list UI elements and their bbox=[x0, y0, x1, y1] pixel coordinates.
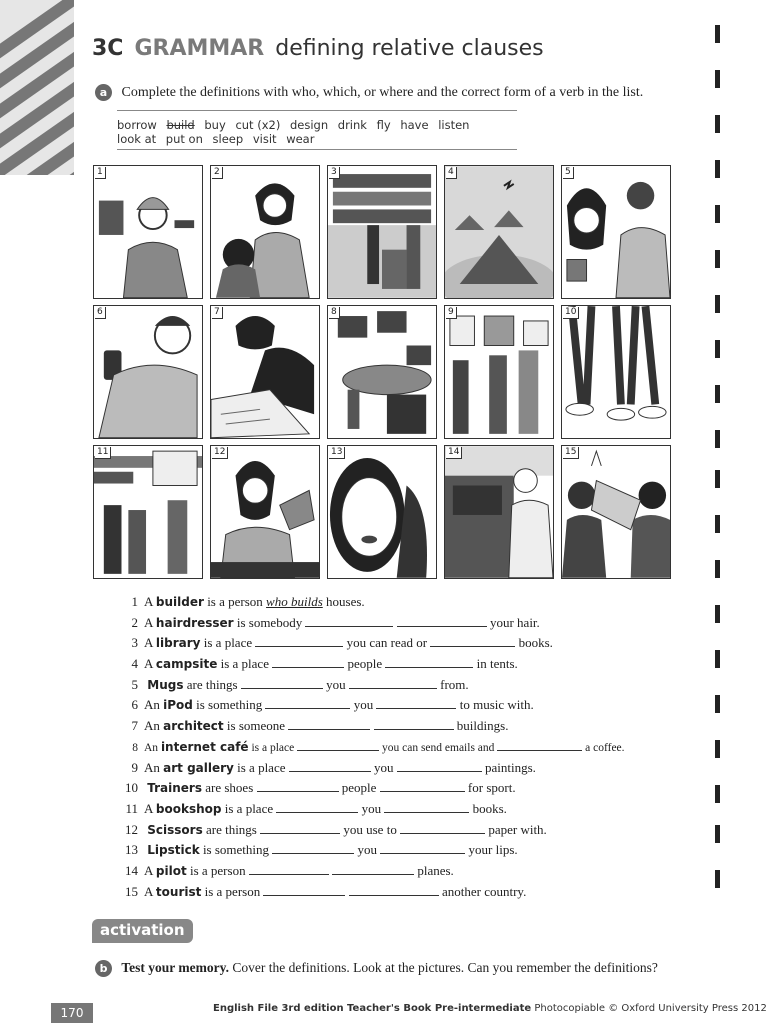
picture-library: 3 bbox=[327, 165, 437, 299]
definition-item: 5 Mugs are things you from. bbox=[131, 676, 469, 692]
word-list bbox=[117, 110, 517, 150]
section-number: 3C bbox=[92, 36, 124, 61]
answer-blank[interactable] bbox=[305, 615, 393, 627]
word-item: buy bbox=[204, 118, 226, 132]
definition-item: 6 An iPod is something you to music with. bbox=[131, 697, 534, 713]
answer-blank[interactable] bbox=[289, 760, 371, 772]
answer-blank[interactable] bbox=[380, 780, 465, 792]
word-item: drink bbox=[337, 118, 367, 132]
answer-blank[interactable] bbox=[385, 656, 473, 668]
word-item: fly bbox=[376, 118, 391, 132]
word-item: sleep bbox=[212, 132, 244, 146]
definition-item: 11 A bookshop is a place you books. bbox=[125, 800, 507, 816]
answer-blank[interactable] bbox=[255, 635, 343, 647]
picture-hairdresser: 2 bbox=[210, 165, 320, 299]
answer-blank[interactable] bbox=[241, 677, 323, 689]
word-item: listen bbox=[438, 118, 470, 132]
answer-blank[interactable] bbox=[430, 635, 515, 647]
definition-item: 12 Scissors are things you use to paper with. bbox=[125, 821, 547, 837]
answer-blank[interactable] bbox=[260, 822, 340, 834]
exercise-b-text: Cover the definitions. Look at the pictures. Can you remember the definitions? bbox=[232, 960, 658, 975]
definition-item: 13 Lipstick is something you your lips. bbox=[125, 842, 518, 858]
picture-mugs: 5 bbox=[561, 165, 671, 299]
definitions-list bbox=[118, 592, 678, 902]
answer-blank[interactable] bbox=[263, 884, 345, 896]
picture-architect: 7 bbox=[210, 305, 320, 439]
answer-blank[interactable] bbox=[249, 863, 329, 875]
definition-item: 7 An architect is someone buildings. bbox=[131, 718, 509, 734]
answer-blank[interactable] bbox=[497, 739, 582, 751]
footer bbox=[213, 1003, 767, 1014]
word-item-example: build bbox=[166, 118, 195, 132]
answer-blank[interactable] bbox=[349, 677, 437, 689]
word-item: borrow bbox=[117, 118, 157, 132]
answer-blank[interactable] bbox=[376, 697, 456, 709]
answer-blank[interactable] bbox=[349, 884, 439, 896]
page-title bbox=[92, 36, 544, 61]
definition-item: 4 A campsite is a place people in tents. bbox=[131, 656, 518, 672]
answer-blank[interactable] bbox=[276, 801, 358, 813]
picture-internet-cafe: 8 bbox=[327, 305, 437, 439]
definition-item: 3 A library is a place you can read or books. bbox=[131, 635, 553, 651]
word-item: cut (x2) bbox=[235, 118, 281, 132]
word-item: design bbox=[289, 118, 329, 132]
answer-blank[interactable] bbox=[297, 739, 379, 751]
word-item: put on bbox=[165, 132, 203, 146]
picture-ipod: 6 bbox=[93, 305, 203, 439]
exercise-a-instruction bbox=[95, 84, 643, 101]
definition-item: 9 An art gallery is a place you paintings. bbox=[131, 759, 536, 775]
exercise-a-marker: a bbox=[95, 84, 112, 101]
definition-item: 15 A tourist is a person another country. bbox=[125, 883, 527, 899]
picture-campsite: 4 bbox=[444, 165, 554, 299]
answer-blank[interactable] bbox=[374, 718, 454, 730]
answer-blank[interactable] bbox=[257, 780, 339, 792]
footer-book: English File 3rd edition Teacher's Book Pre-intermediate bbox=[213, 1003, 532, 1014]
definition-item: 14 A pilot is a person planes. bbox=[125, 862, 454, 878]
answer-blank[interactable] bbox=[288, 718, 370, 730]
answer-blank[interactable] bbox=[384, 801, 469, 813]
definition-item: 1 A builder is a person who builds houses. bbox=[131, 594, 365, 609]
picture-tourist: 15 bbox=[561, 445, 671, 579]
answer-blank[interactable] bbox=[397, 760, 482, 772]
decorative-stripe bbox=[0, 0, 74, 175]
answer-blank[interactable] bbox=[380, 842, 465, 854]
definition-item: 8 An internet café is a place you can send emails and a coffee. bbox=[132, 739, 625, 754]
definition-item: 2 A hairdresser is somebody your hair. bbox=[131, 614, 540, 630]
picture-pilot: 14 bbox=[444, 445, 554, 579]
answer-blank[interactable] bbox=[265, 697, 350, 709]
answer-blank[interactable] bbox=[400, 822, 485, 834]
word-item: look at bbox=[117, 132, 157, 146]
word-item: wear bbox=[286, 132, 315, 146]
picture-art-gallery: 9 bbox=[444, 305, 554, 439]
section-type: GRAMMAR bbox=[134, 36, 265, 61]
word-item: have bbox=[400, 118, 429, 132]
picture-builder: 1 bbox=[93, 165, 203, 299]
word-item: visit bbox=[252, 132, 277, 146]
exercise-b-bold: Test your memory. bbox=[121, 960, 229, 975]
answer-blank[interactable] bbox=[272, 842, 354, 854]
footer-copyright: Photocopiable © Oxford University Press 2012 bbox=[534, 1003, 767, 1014]
section-topic: defining relative clauses bbox=[275, 36, 544, 61]
instruction-text: Complete the definitions with who, which, or where and the correct form of a verb in the list. bbox=[121, 84, 644, 100]
answer-blank[interactable] bbox=[397, 615, 487, 627]
example-answer: who builds bbox=[266, 594, 323, 609]
exercise-b bbox=[95, 960, 658, 977]
picture-lipstick: 13 bbox=[327, 445, 437, 579]
picture-scissors: 12 bbox=[210, 445, 320, 579]
answer-blank[interactable] bbox=[332, 863, 414, 875]
picture-bookshop: 11 bbox=[93, 445, 203, 579]
answer-blank[interactable] bbox=[272, 656, 344, 668]
activation-heading: activation bbox=[92, 919, 193, 943]
picture-trainers: 10 bbox=[561, 305, 671, 439]
definition-item: 10 Trainers are shoes people for sport. bbox=[125, 780, 516, 796]
exercise-b-marker: b bbox=[95, 960, 112, 977]
page-number: 170 bbox=[51, 1003, 93, 1023]
